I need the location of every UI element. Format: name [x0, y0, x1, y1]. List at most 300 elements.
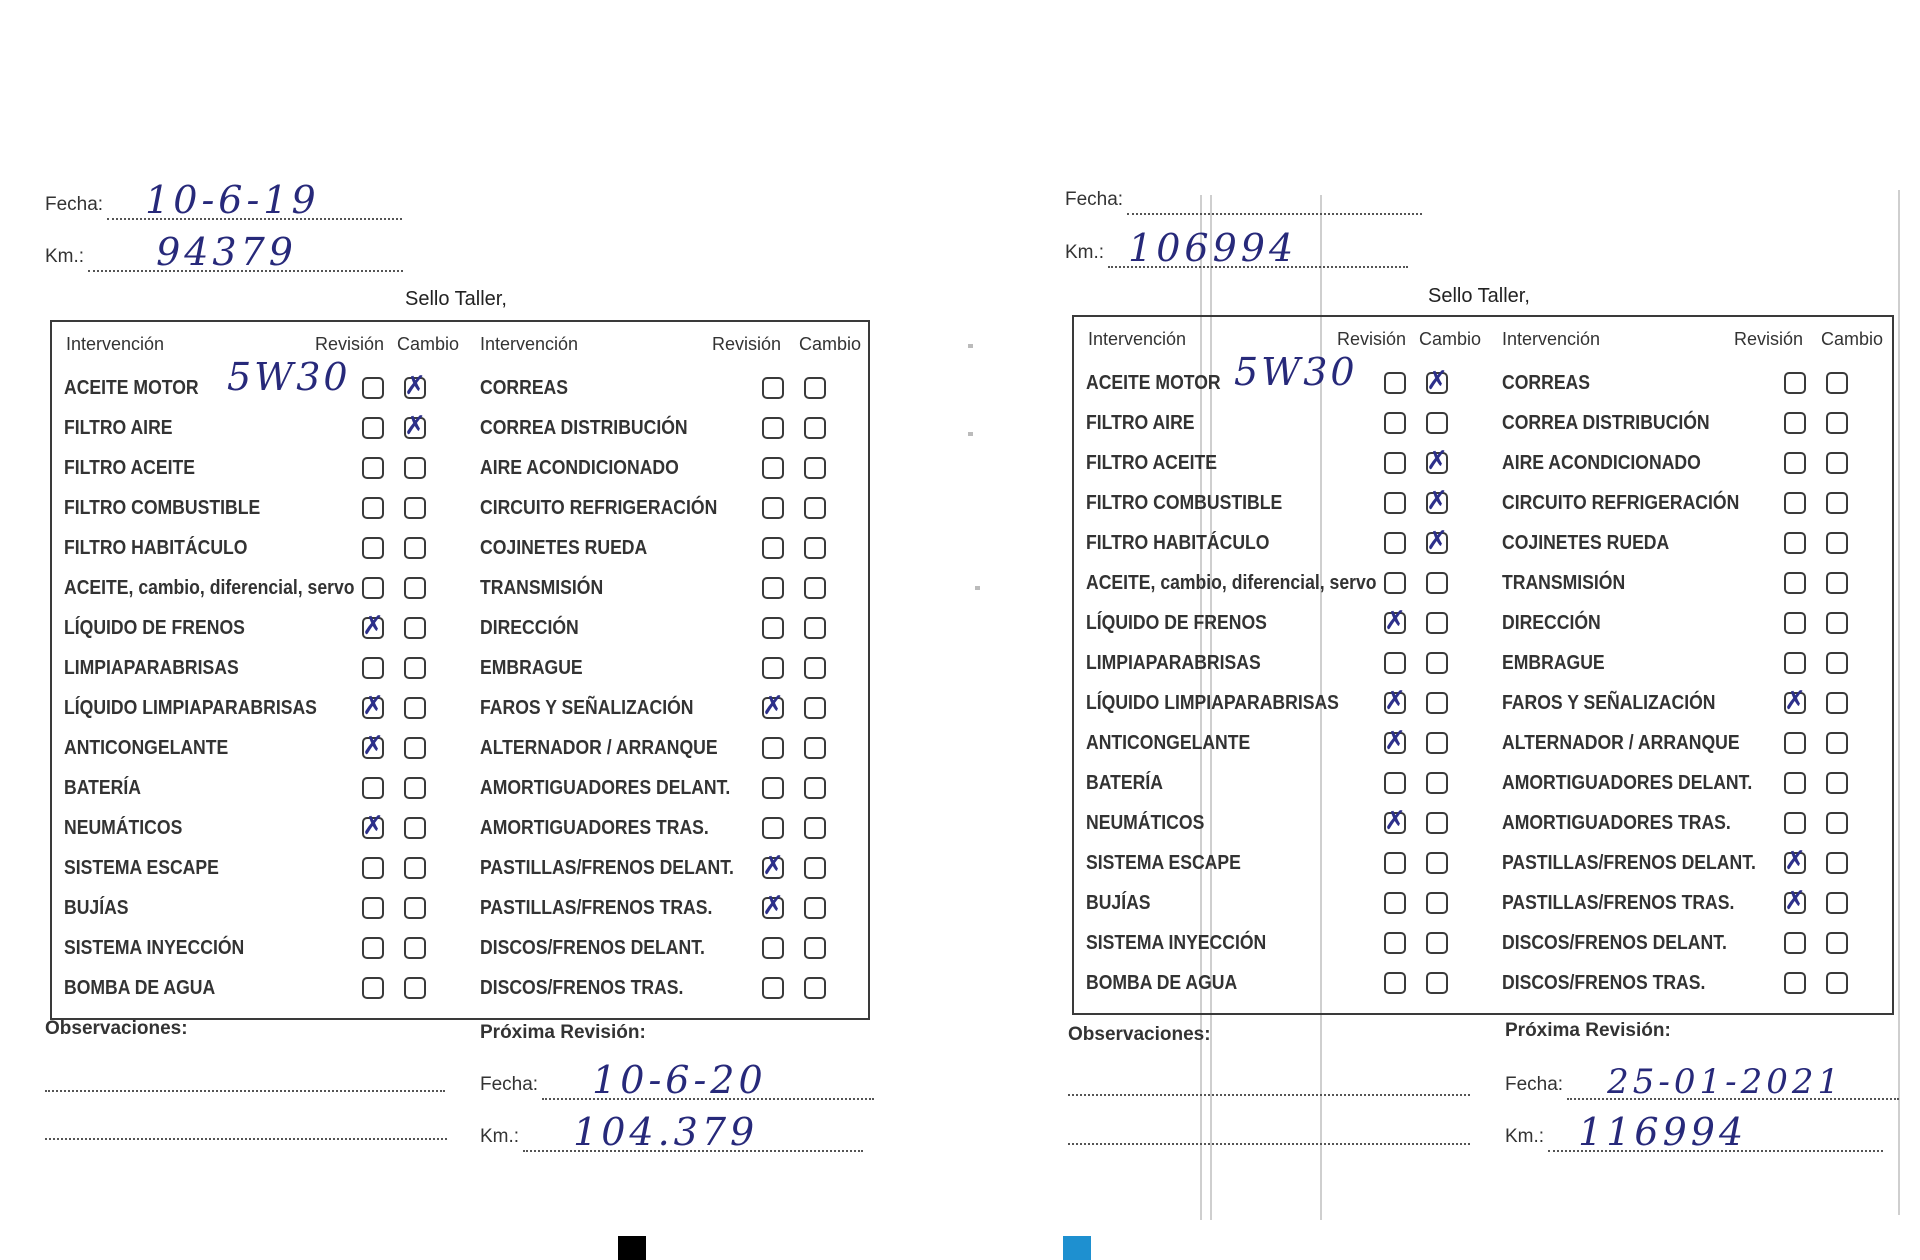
revision-checkbox[interactable] — [362, 811, 384, 841]
intervention-label: PASTILLAS/FRENOS DELANT. — [1502, 851, 1756, 874]
revision-checkbox[interactable] — [1384, 932, 1406, 954]
intervention-label: LIMPIAPARABRISAS — [1086, 651, 1261, 674]
cambio-checkbox[interactable] — [1826, 532, 1848, 554]
checklist-row — [1086, 485, 1309, 521]
km-label: Km.: — [1065, 242, 1105, 263]
revision-checkbox[interactable] — [1384, 892, 1406, 914]
check-mark-icon: ✗ — [1384, 726, 1406, 756]
revision-checkbox[interactable] — [1384, 772, 1406, 794]
intervention-label: EMBRAGUE — [480, 656, 583, 679]
intervention-label: FILTRO ACEITE — [64, 456, 196, 479]
checklist-row — [64, 410, 187, 446]
checklist-row — [1086, 685, 1373, 721]
intervention-label: SISTEMA ESCAPE — [1086, 851, 1241, 874]
checklist-row — [1502, 365, 1602, 401]
check-mark-icon: ✗ — [362, 731, 384, 761]
revision-checkbox[interactable] — [762, 691, 784, 721]
revision-checkbox[interactable] — [762, 817, 784, 839]
next-fecha-line — [1567, 1064, 1899, 1100]
revision-checkbox[interactable] — [362, 777, 384, 799]
checklist-row — [1086, 565, 1416, 601]
km-row — [45, 232, 403, 272]
revision-checkbox[interactable] — [1784, 612, 1806, 634]
intervention-label: EMBRAGUE — [1502, 651, 1605, 674]
check-mark-icon: ✗ — [1426, 486, 1448, 516]
revision-checkbox[interactable] — [1384, 372, 1406, 394]
revision-checkbox[interactable] — [1384, 532, 1406, 554]
checklist-row — [64, 730, 251, 766]
checklist-row — [480, 530, 670, 566]
check-mark-icon: ✗ — [1784, 846, 1806, 876]
observaciones-label: Observaciones: — [1068, 1024, 1211, 1045]
cambio-checkbox[interactable] — [404, 497, 426, 519]
revision-checkbox[interactable] — [1384, 686, 1406, 716]
intervention-label: ANTICONGELANTE — [64, 736, 229, 759]
observaciones-line-2 — [1068, 1143, 1470, 1145]
check-mark-icon: ✗ — [762, 851, 784, 881]
cambio-checkbox[interactable] — [1426, 572, 1448, 594]
checklist-row — [480, 450, 706, 486]
cambio-checkbox[interactable] — [1426, 412, 1448, 434]
cambio-checkbox[interactable] — [404, 577, 426, 599]
checklist-row — [480, 890, 744, 926]
next-fecha-handwritten: 10-6-20 — [592, 1058, 767, 1102]
next-km-row — [480, 1112, 863, 1152]
observaciones-line-1 — [1068, 1094, 1470, 1096]
checklist-row — [1502, 765, 1786, 801]
km-row — [1065, 228, 1408, 268]
cambio-checkbox[interactable] — [1826, 572, 1848, 594]
cambio-checkbox[interactable] — [404, 697, 426, 719]
revision-checkbox[interactable] — [1384, 492, 1406, 514]
cambio-checkbox[interactable] — [1426, 812, 1448, 834]
intervention-label: BATERÍA — [1086, 771, 1163, 794]
intervention-label: LÍQUIDO LIMPIAPARABRISAS — [1086, 691, 1339, 714]
revision-checkbox[interactable] — [362, 731, 384, 761]
revision-checkbox[interactable] — [1784, 972, 1806, 994]
revision-checkbox[interactable] — [1784, 846, 1806, 876]
next-km-line — [1548, 1110, 1883, 1154]
cambio-checkbox[interactable] — [1826, 732, 1848, 754]
check-mark-icon: ✗ — [1426, 446, 1448, 476]
intervention-label: LÍQUIDO DE FRENOS — [1086, 611, 1267, 634]
col-cambio-right: Cambio — [1821, 329, 1884, 349]
cambio-checkbox[interactable] — [804, 537, 826, 559]
check-mark-icon: ✗ — [1384, 686, 1406, 716]
revision-checkbox[interactable] — [362, 857, 384, 879]
col-cambio-right: Cambio — [799, 334, 862, 354]
intervention-label: COJINETES RUEDA — [480, 536, 648, 559]
intervention-label: AMORTIGUADORES DELANT. — [480, 776, 731, 799]
col-revision-left: Revisión — [1337, 329, 1407, 349]
check-mark-icon: ✗ — [1384, 806, 1406, 836]
intervention-label: LÍQUIDO LIMPIAPARABRISAS — [64, 696, 317, 719]
checklist-row — [480, 730, 750, 766]
checklist-row — [480, 810, 740, 846]
checklist-row — [64, 970, 236, 1006]
cambio-checkbox[interactable] — [404, 411, 426, 441]
checklist-row — [1086, 405, 1209, 441]
checklist-row — [64, 850, 240, 886]
margin-mark — [968, 344, 973, 348]
cambio-checkbox[interactable] — [1426, 852, 1448, 874]
checklist-row — [64, 490, 287, 526]
cambio-checkbox[interactable] — [1426, 486, 1448, 516]
revision-checkbox[interactable] — [1384, 726, 1406, 756]
cambio-checkbox[interactable] — [1826, 932, 1848, 954]
revision-checkbox[interactable] — [762, 537, 784, 559]
revision-checkbox[interactable] — [1784, 492, 1806, 514]
revision-checkbox[interactable] — [1384, 652, 1406, 674]
checklist-row — [1502, 805, 1762, 841]
revision-checkbox[interactable] — [1784, 886, 1806, 916]
cambio-checkbox[interactable] — [1826, 772, 1848, 794]
cambio-checkbox[interactable] — [404, 857, 426, 879]
cambio-checkbox[interactable] — [804, 977, 826, 999]
cambio-checkbox[interactable] — [1826, 452, 1848, 474]
cambio-checkbox[interactable] — [404, 537, 426, 559]
cambio-checkbox[interactable] — [404, 737, 426, 759]
km-line — [88, 230, 403, 274]
revision-checkbox[interactable] — [762, 417, 784, 439]
checklist-row — [1502, 605, 1614, 641]
revision-checkbox[interactable] — [362, 977, 384, 999]
cambio-checkbox[interactable] — [1426, 932, 1448, 954]
col-intervencion-left: Intervención — [1088, 329, 1187, 349]
revision-checkbox[interactable] — [1784, 572, 1806, 594]
col-intervencion-left: Intervención — [66, 334, 165, 354]
cambio-checkbox[interactable] — [404, 817, 426, 839]
oil-spec-handwritten: 5W30 — [1234, 350, 1358, 394]
checklist-row — [1502, 485, 1772, 521]
checklist-row — [64, 650, 263, 686]
revision-checkbox[interactable] — [1784, 732, 1806, 754]
revision-checkbox[interactable] — [762, 937, 784, 959]
intervention-label: AIRE ACONDICIONADO — [1502, 451, 1701, 474]
checklist-row — [1502, 885, 1766, 921]
cambio-checkbox[interactable] — [804, 937, 826, 959]
checklist-row — [1086, 725, 1273, 761]
check-mark-icon: ✗ — [1426, 366, 1448, 396]
cambio-checkbox[interactable] — [1826, 372, 1848, 394]
cambio-checkbox[interactable] — [1426, 652, 1448, 674]
checklist-row — [1086, 445, 1235, 481]
sello-taller-label: Sello Taller, — [405, 288, 507, 310]
next-km-label: Km.: — [1505, 1126, 1545, 1147]
intervention-label: SISTEMA ESCAPE — [64, 856, 219, 879]
cambio-checkbox[interactable] — [404, 457, 426, 479]
checklist-row — [1086, 925, 1291, 961]
intervention-label: FILTRO ACEITE — [1086, 451, 1218, 474]
checklist-row — [1502, 925, 1758, 961]
revision-checkbox[interactable] — [762, 657, 784, 679]
checklist-row — [480, 650, 597, 686]
intervention-label: CORREAS — [1502, 371, 1591, 394]
revision-checkbox[interactable] — [1384, 572, 1406, 594]
revision-checkbox[interactable] — [1784, 532, 1806, 554]
next-fecha-row — [480, 1060, 874, 1100]
km-handwritten: 106994 — [1128, 226, 1298, 270]
margin-mark — [975, 586, 980, 590]
revision-checkbox[interactable] — [1784, 652, 1806, 674]
cambio-checkbox[interactable] — [804, 377, 826, 399]
intervention-label: TRANSMISIÓN — [1502, 571, 1626, 594]
scan-marker-black — [618, 1236, 646, 1260]
cambio-checkbox[interactable] — [1426, 692, 1448, 714]
checklist-row — [1086, 765, 1173, 801]
cambio-checkbox[interactable] — [804, 457, 826, 479]
col-revision-right: Revisión — [1734, 329, 1804, 349]
cambio-checkbox[interactable] — [1426, 526, 1448, 556]
cambio-checkbox[interactable] — [404, 897, 426, 919]
intervention-label: DIRECCIÓN — [480, 616, 579, 639]
cambio-checkbox[interactable] — [804, 897, 826, 919]
observaciones-line-2 — [45, 1138, 447, 1140]
revision-checkbox[interactable] — [1384, 972, 1406, 994]
check-mark-icon: ✗ — [362, 691, 384, 721]
check-mark-icon: ✗ — [762, 691, 784, 721]
checklist-row — [64, 930, 269, 966]
cambio-checkbox[interactable] — [1826, 652, 1848, 674]
intervention-label: FILTRO AIRE — [1086, 411, 1195, 434]
revision-checkbox[interactable] — [762, 777, 784, 799]
revision-checkbox[interactable] — [362, 377, 384, 399]
revision-checkbox[interactable] — [362, 897, 384, 919]
next-km-handwritten: 104.379 — [573, 1110, 759, 1154]
intervention-label: NEUMÁTICOS — [64, 816, 183, 839]
cambio-checkbox[interactable] — [404, 657, 426, 679]
cambio-checkbox[interactable] — [1426, 446, 1448, 476]
revision-checkbox[interactable] — [762, 617, 784, 639]
checklist-row — [480, 850, 769, 886]
revision-checkbox[interactable] — [362, 937, 384, 959]
checklist-row — [1086, 965, 1258, 1001]
intervention-label: PASTILLAS/FRENOS DELANT. — [480, 856, 734, 879]
check-mark-icon: ✗ — [1784, 886, 1806, 916]
revision-checkbox[interactable] — [762, 577, 784, 599]
next-fecha-line — [542, 1058, 874, 1102]
revision-checkbox[interactable] — [1784, 932, 1806, 954]
intervention-label: FILTRO COMBUSTIBLE — [64, 496, 261, 519]
intervention-label: SISTEMA INYECCIÓN — [64, 936, 245, 959]
check-mark-icon: ✗ — [1784, 686, 1806, 716]
intervention-label: AMORTIGUADORES TRAS. — [480, 816, 709, 839]
cambio-checkbox[interactable] — [404, 937, 426, 959]
cambio-checkbox[interactable] — [1826, 852, 1848, 874]
intervention-label: COJINETES RUEDA — [1502, 531, 1670, 554]
fecha-label: Fecha: — [45, 194, 104, 215]
intervention-label: DISCOS/FRENOS TRAS. — [480, 976, 684, 999]
cambio-checkbox[interactable] — [804, 857, 826, 879]
km-line — [1108, 226, 1408, 270]
revision-checkbox[interactable] — [1384, 412, 1406, 434]
checklist-row — [480, 410, 716, 446]
revision-checkbox[interactable] — [762, 377, 784, 399]
cambio-checkbox[interactable] — [1826, 612, 1848, 634]
intervention-label: LÍQUIDO DE FRENOS — [64, 616, 245, 639]
intervention-label: DISCOS/FRENOS DELANT. — [1502, 931, 1727, 954]
proxima-revision-label: Próxima Revisión: — [1505, 1020, 1671, 1041]
cambio-checkbox[interactable] — [804, 617, 826, 639]
cambio-checkbox[interactable] — [804, 777, 826, 799]
checklist-row — [480, 610, 592, 646]
cambio-checkbox[interactable] — [804, 817, 826, 839]
cambio-checkbox[interactable] — [404, 617, 426, 639]
intervention-label: FILTRO HABITÁCULO — [1086, 531, 1270, 554]
cambio-checkbox[interactable] — [1426, 732, 1448, 754]
cambio-checkbox[interactable] — [804, 497, 826, 519]
intervention-table — [50, 320, 870, 1020]
intervention-label: ALTERNADOR / ARRANQUE — [1502, 731, 1740, 754]
revision-checkbox[interactable] — [1784, 452, 1806, 474]
checklist-row — [64, 770, 151, 806]
checklist-row — [64, 690, 351, 726]
revision-checkbox[interactable] — [762, 891, 784, 921]
cambio-checkbox[interactable] — [404, 777, 426, 799]
revision-checkbox[interactable] — [1784, 686, 1806, 716]
col-cambio-left: Cambio — [397, 334, 460, 354]
cambio-checkbox[interactable] — [1426, 366, 1448, 396]
cambio-checkbox[interactable] — [804, 737, 826, 759]
check-mark-icon: ✗ — [362, 811, 384, 841]
intervention-label: NEUMÁTICOS — [1086, 811, 1205, 834]
revision-checkbox[interactable] — [362, 691, 384, 721]
intervention-label: AIRE ACONDICIONADO — [480, 456, 679, 479]
checklist-row — [480, 930, 736, 966]
checklist-row — [64, 450, 213, 486]
col-revision-left: Revisión — [315, 334, 385, 354]
revision-checkbox[interactable] — [762, 457, 784, 479]
check-mark-icon: ✗ — [404, 371, 426, 401]
checklist-row — [1502, 725, 1772, 761]
revision-checkbox[interactable] — [1784, 812, 1806, 834]
col-revision-right: Revisión — [712, 334, 782, 354]
revision-checkbox[interactable] — [762, 851, 784, 881]
col-intervencion-right: Intervención — [480, 334, 579, 354]
revision-checkbox[interactable] — [762, 497, 784, 519]
cambio-checkbox[interactable] — [804, 697, 826, 719]
revision-checkbox[interactable] — [1384, 452, 1406, 474]
intervention-label: BOMBA DE AGUA — [64, 976, 216, 999]
next-fecha-row — [1505, 1060, 1899, 1100]
checklist-row — [64, 370, 217, 406]
cambio-checkbox[interactable] — [1426, 612, 1448, 634]
checklist-row — [480, 690, 723, 726]
intervention-label: CIRCUITO REFRIGERACIÓN — [480, 496, 718, 519]
next-km-label: Km.: — [480, 1126, 520, 1147]
cambio-checkbox[interactable] — [1426, 892, 1448, 914]
revision-checkbox[interactable] — [1784, 372, 1806, 394]
cambio-checkbox[interactable] — [804, 577, 826, 599]
revision-checkbox[interactable] — [362, 657, 384, 679]
intervention-label: ACEITE, cambio, diferencial, servo — [1086, 571, 1377, 594]
cambio-checkbox[interactable] — [804, 417, 826, 439]
fecha-label: Fecha: — [1065, 189, 1124, 210]
checklist-row — [1502, 845, 1791, 881]
checklist-row — [1502, 685, 1745, 721]
revision-checkbox[interactable] — [1784, 772, 1806, 794]
checklist-row — [1086, 525, 1295, 561]
intervention-label: FILTRO AIRE — [64, 416, 173, 439]
revision-checkbox[interactable] — [362, 537, 384, 559]
oil-spec-handwritten: 5W30 — [227, 355, 351, 399]
check-mark-icon: ✗ — [1426, 526, 1448, 556]
checklist-row — [64, 530, 273, 566]
checklist-row — [1502, 525, 1692, 561]
observaciones-label: Observaciones: — [45, 1018, 188, 1039]
intervention-label: BUJÍAS — [1086, 891, 1151, 914]
col-cambio-left: Cambio — [1419, 329, 1482, 349]
checklist-row — [1086, 805, 1220, 841]
intervention-label: SISTEMA INYECCIÓN — [1086, 931, 1267, 954]
intervention-label: LIMPIAPARABRISAS — [64, 656, 239, 679]
intervention-table — [1072, 315, 1894, 1015]
revision-checkbox[interactable] — [1784, 412, 1806, 434]
intervention-label: DISCOS/FRENOS DELANT. — [480, 936, 705, 959]
check-mark-icon: ✗ — [362, 611, 384, 641]
cambio-checkbox[interactable] — [1826, 412, 1848, 434]
intervention-label: ACEITE MOTOR — [64, 376, 199, 399]
margin-mark — [968, 432, 973, 436]
cambio-checkbox[interactable] — [804, 657, 826, 679]
revision-checkbox[interactable] — [362, 417, 384, 439]
checklist-row — [64, 610, 270, 646]
intervention-label: FAROS Y SEÑALIZACIÓN — [1502, 691, 1716, 714]
fecha-line — [1127, 179, 1422, 215]
cambio-checkbox[interactable] — [1826, 492, 1848, 514]
cambio-checkbox[interactable] — [404, 371, 426, 401]
service-card-right — [1020, 0, 1920, 1260]
intervention-label: BATERÍA — [64, 776, 141, 799]
checklist-row — [64, 810, 198, 846]
revision-checkbox[interactable] — [362, 497, 384, 519]
revision-checkbox[interactable] — [362, 611, 384, 641]
intervention-label: AMORTIGUADORES DELANT. — [1502, 771, 1753, 794]
revision-checkbox[interactable] — [762, 977, 784, 999]
checklist-row — [480, 490, 750, 526]
cambio-checkbox[interactable] — [1826, 812, 1848, 834]
checklist-row — [480, 370, 580, 406]
intervention-label: ACEITE MOTOR — [1086, 371, 1221, 394]
cambio-checkbox[interactable] — [1426, 972, 1448, 994]
intervention-label: BUJÍAS — [64, 896, 129, 919]
checklist-row — [480, 570, 620, 606]
revision-checkbox[interactable] — [362, 577, 384, 599]
revision-checkbox[interactable] — [1384, 806, 1406, 836]
cambio-checkbox[interactable] — [1826, 972, 1848, 994]
cambio-checkbox[interactable] — [1826, 692, 1848, 714]
checklist-row — [64, 570, 394, 606]
revision-checkbox[interactable] — [362, 457, 384, 479]
intervention-label: CORREAS — [480, 376, 569, 399]
revision-checkbox[interactable] — [762, 737, 784, 759]
revision-checkbox[interactable] — [1384, 606, 1406, 636]
cambio-checkbox[interactable] — [1426, 772, 1448, 794]
next-fecha-label: Fecha: — [1505, 1074, 1564, 1095]
cambio-checkbox[interactable] — [1826, 892, 1848, 914]
revision-checkbox[interactable] — [1384, 852, 1406, 874]
checklist-row — [480, 770, 764, 806]
checklist-row — [1502, 405, 1738, 441]
check-mark-icon: ✗ — [1384, 606, 1406, 636]
sello-taller-label: Sello Taller, — [1428, 285, 1530, 307]
intervention-label: ANTICONGELANTE — [1086, 731, 1251, 754]
checklist-row — [1086, 365, 1239, 401]
next-fecha-handwritten: 25-01-2021 — [1607, 1062, 1844, 1102]
checklist-row — [1086, 645, 1285, 681]
cambio-checkbox[interactable] — [404, 977, 426, 999]
checklist-row — [1502, 965, 1733, 1001]
